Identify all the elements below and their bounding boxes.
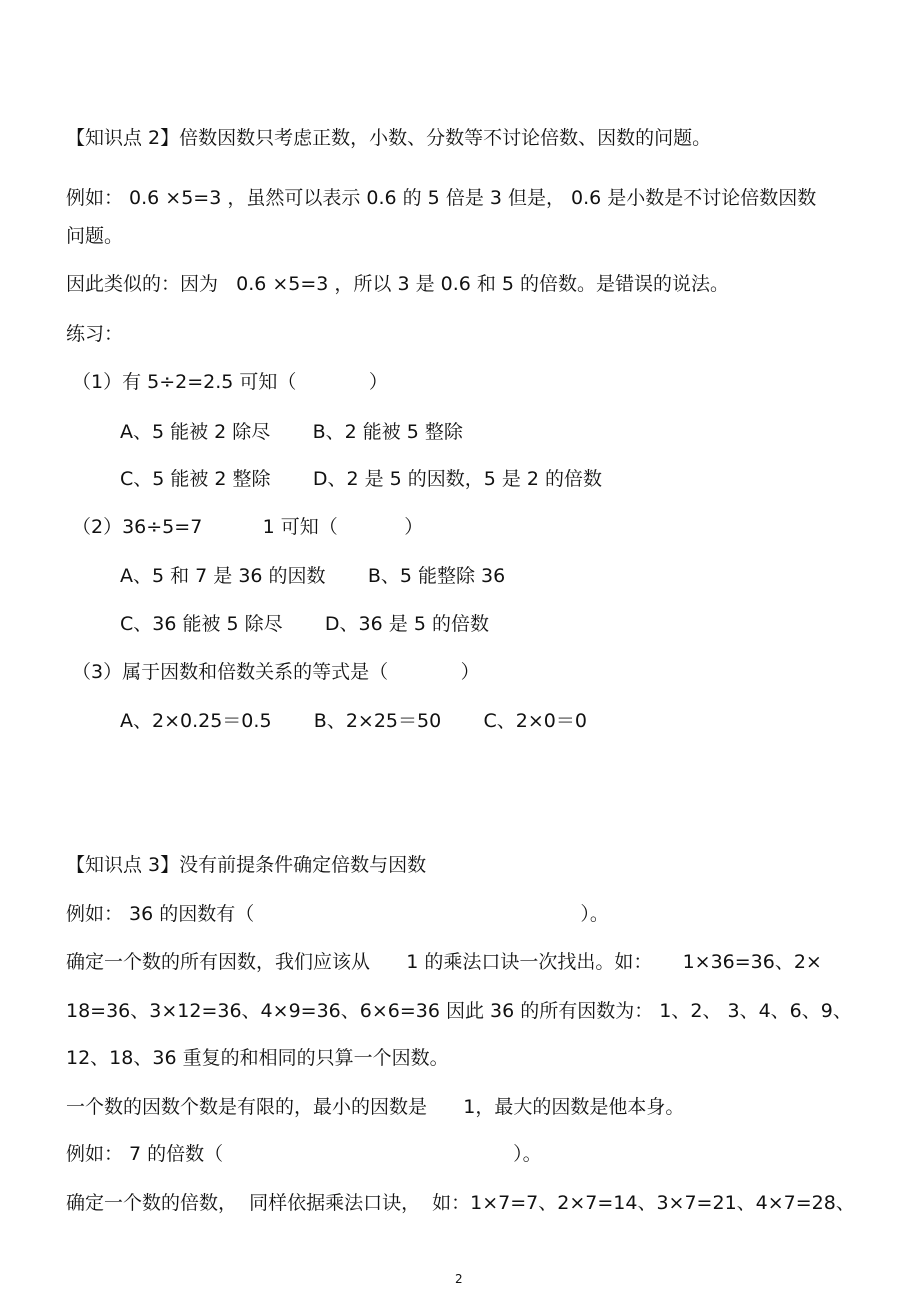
page-number: 2 xyxy=(455,1272,463,1286)
question-3-stem: （3）属于因数和倍数关系的等式是（ ） xyxy=(72,661,480,683)
kp2-example-line2: 问题。 xyxy=(66,225,124,247)
kp2-title: 【知识点 2】倍数因数只考虑正数，小数、分数等不讨论倍数、因数的问题。 xyxy=(66,127,712,149)
kp3-explain-line1: 确定一个数的所有因数，我们应该从 1 的乘法口诀一次找出。如： 1×36=36、2× xyxy=(66,951,822,973)
question-2-options-ab: A、5 和 7 是 36 的因数 B、5 能整除 36 xyxy=(120,565,506,587)
question-2-stem: （2）36÷5=7 1 可知（ ） xyxy=(72,516,424,538)
kp3-example1: 例如： 36 的因数有（ ）。 xyxy=(66,903,609,925)
question-1-options-ab: A、5 能被 2 除尽 B、2 能被 5 整除 xyxy=(120,421,463,443)
kp3-title: 【知识点 3】没有前提条件确定倍数与因数 xyxy=(66,854,427,876)
practice-label: 练习： xyxy=(66,323,124,345)
kp3-explain-line2: 18=36、3×12=36、4×9=36、6×6=36 因此 36 的所有因数为： 1、2、 3、4、6、9、 xyxy=(66,1000,852,1022)
question-1-stem: （1）有 5÷2=2.5 可知（ ） xyxy=(72,371,388,393)
question-2-options-cd: C、36 能被 5 除尽 D、36 是 5 的倍数 xyxy=(120,613,489,635)
kp3-explain-line3: 12、18、36 重复的和相同的只算一个因数。 xyxy=(66,1047,449,1069)
kp3-finite: 一个数的因数个数是有限的，最小的因数是 1，最大的因数是他本身。 xyxy=(66,1096,685,1118)
kp3-multiples: 确定一个数的倍数， 同样依据乘法口诀， 如：1×7=7、2×7=14、3×7=21、4×7=28、 xyxy=(66,1192,855,1214)
kp3-example2: 例如： 7 的倍数（ ）。 xyxy=(66,1143,542,1165)
question-1-options-cd: C、5 能被 2 整除 D、2 是 5 的因数，5 是 2 的倍数 xyxy=(120,468,603,490)
question-3-options: A、2×0.25＝0.5 B、2×25＝50 C、2×0＝0 xyxy=(120,710,587,732)
kp2-similar: 因此类似的：因为 0.6 ×5=3 ，所以 3 是 0.6 和 5 的倍数。是错误的说法。 xyxy=(66,273,730,295)
kp2-example-line1: 例如： 0.6 ×5=3 ，虽然可以表示 0.6 的 5 倍是 3 但是， 0.6 是小数是不讨论倍数因数 xyxy=(66,187,817,209)
